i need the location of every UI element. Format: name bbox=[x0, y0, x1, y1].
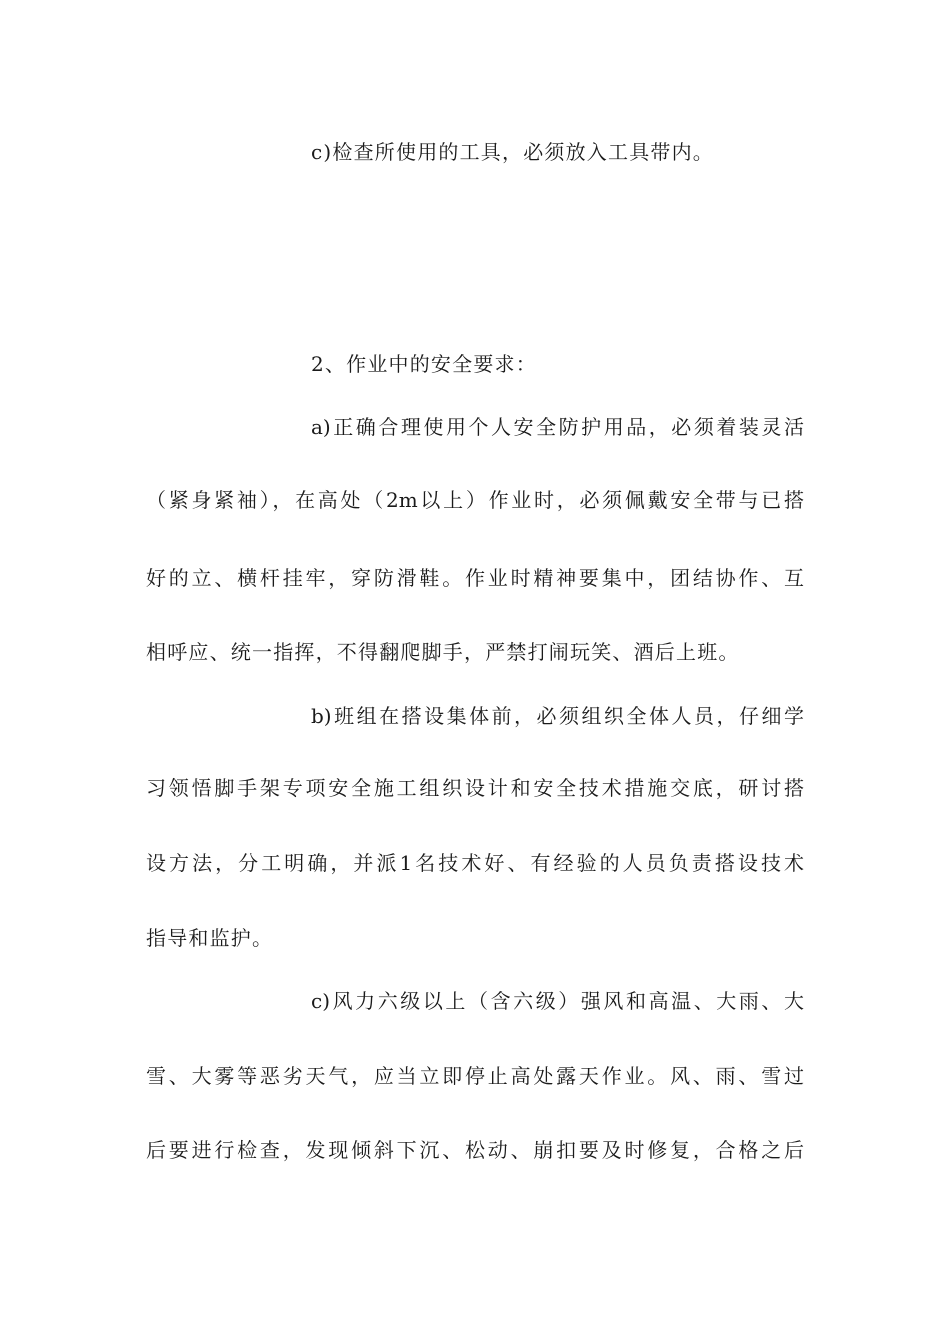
paragraph-c-line-1: c)风力六级以上（含六级）强风和高温、大雨、大 bbox=[311, 989, 804, 1013]
paragraph-tools-check: c)检查所使用的工具，必须放入工具带内。 bbox=[311, 140, 715, 164]
section-heading-work-safety: 2、作业中的安全要求： bbox=[311, 352, 537, 376]
paragraph-c-line-3: 后要进行检查，发现倾斜下沉、松动、崩扣要及时修复，合格之后 bbox=[146, 1138, 804, 1162]
paragraph-b-line-1: b)班组在搭设集体前，必须组织全体人员，仔细学 bbox=[311, 704, 804, 728]
paragraph-a-line-3: 好的立、横杆挂牢，穿防滑鞋。作业时精神要集中，团结协作、互 bbox=[146, 566, 804, 590]
paragraph-a-line-1: a)正确合理使用个人安全防护用品，必须着装灵活 bbox=[311, 415, 804, 439]
paragraph-b-line-3: 设方法，分工明确，并派1名技术好、有经验的人员负责搭设技术 bbox=[146, 851, 804, 875]
paragraph-a-line-4: 相呼应、统一指挥，不得翻爬脚手，严禁打闹玩笑、酒后上班。 bbox=[146, 640, 740, 664]
paragraph-a-line-2: （紧身紧袖），在高处（2m以上）作业时，必须佩戴安全带与已搭 bbox=[146, 488, 804, 512]
paragraph-c-line-2: 雪、大雾等恶劣天气，应当立即停止高处露天作业。风、雨、雪过 bbox=[146, 1064, 804, 1088]
paragraph-b-line-4: 指导和监护。 bbox=[146, 926, 274, 950]
paragraph-b-line-2: 习领悟脚手架专项安全施工组织设计和安全技术措施交底，研讨搭 bbox=[146, 776, 804, 800]
